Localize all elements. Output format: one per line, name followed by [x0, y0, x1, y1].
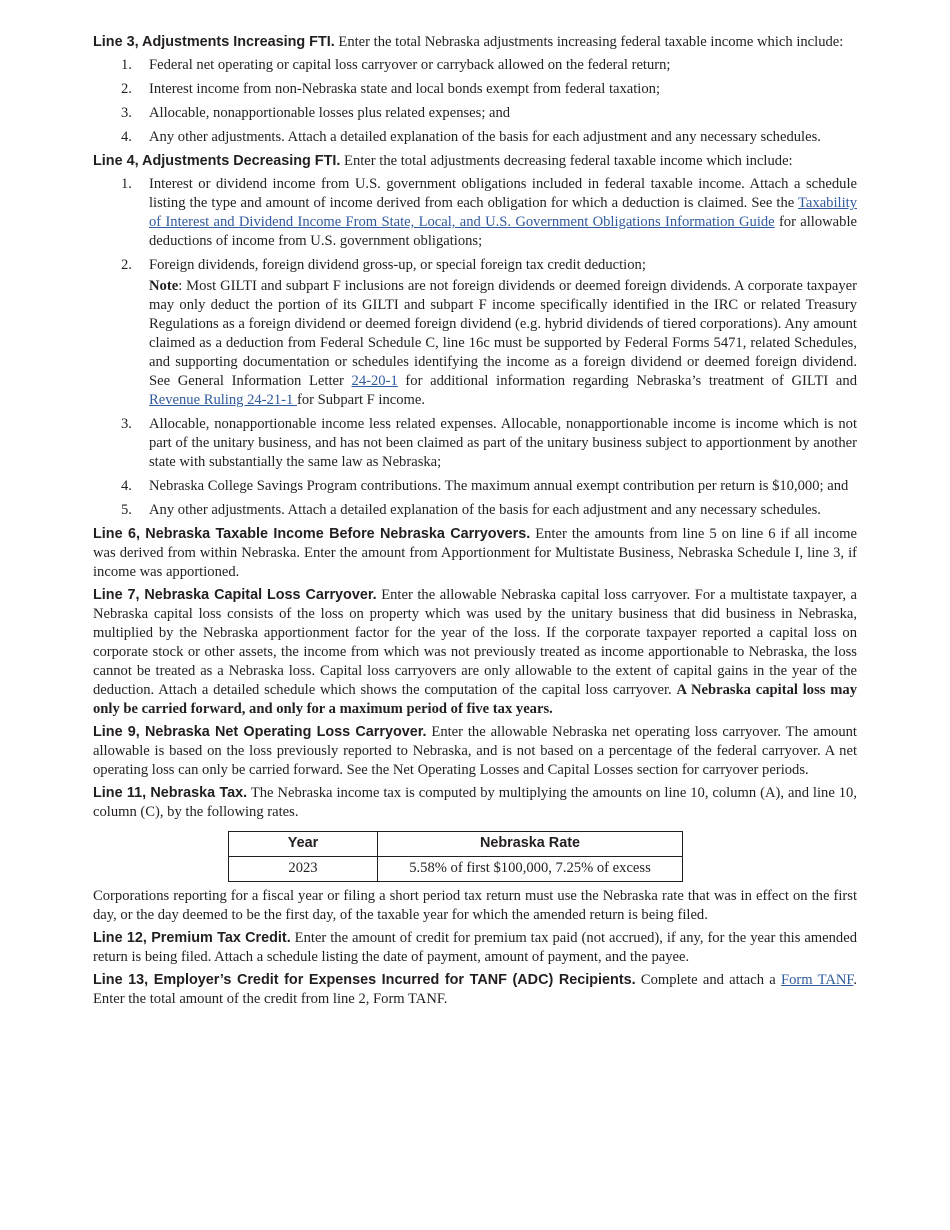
line3-list: [93, 56, 857, 147]
line11-heading: Line 11, Nebraska Tax.: [93, 785, 248, 801]
list-number: 3.: [121, 416, 132, 432]
line3-item-3: [93, 104, 857, 123]
line12-heading: Line 12, Premium Tax Credit.: [93, 930, 291, 946]
year-cell: 2023: [229, 857, 378, 882]
line13-section: [93, 971, 857, 1009]
list-item-text: Federal net operating or capital loss carryover or carryback allowed on the federal return;: [149, 57, 671, 73]
fiscal-year-paragraph: Corporations reporting for a fiscal year or filing a short period tax return must use the Nebraska rate that was in effect on the first day, or the day deemed to be the first day, of the taxable year for which the amended return is being filed.: [93, 888, 857, 923]
list-number: 4.: [121, 129, 132, 145]
line9-section: [93, 723, 857, 780]
line6-text: Enter the amounts from line 5 on line 6 if all income was derived from within Nebraska. Enter the amount from Apportionment for Multistate Business, Nebraska Schedule I, line 3, if income was apportioned.: [93, 526, 857, 580]
list-item-text: Any other adjustments. Attach a detailed explanation of the basis for each adjustment and any necessary schedules.: [149, 502, 821, 518]
line9-text: Enter the allowable Nebraska net operating loss carryover. The amount allowable is based on the loss previously reported to Nebraska, and is not based on a percentage of the federal carryover. A net operating loss can only be carried forward. See the Net Operating Losses and Capital Losses section for carryover periods.: [93, 724, 857, 778]
line4-heading: Line 4, Adjustments Decreasing FTI.: [93, 153, 341, 169]
list-item-text: for allowable deductions of income from U.S. government obligations;: [149, 214, 857, 249]
line4-item-4: [93, 477, 857, 496]
year-column-header: Year: [229, 832, 378, 857]
rate-cell: 5.58% of first $100,000, 7.25% of excess: [378, 857, 683, 882]
list-item-text: Foreign dividends, foreign dividend gross-up, or special foreign tax credit deduction;: [149, 257, 646, 273]
line3-intro: Enter the total Nebraska adjustments increasing federal taxable income which include:: [334, 34, 844, 50]
list-number: 5.: [121, 502, 132, 518]
line11-text: The Nebraska income tax is computed by multiplying the amounts on line 10, column (A), and line 10, column (C), by the following rates.: [93, 785, 857, 820]
line3-section: [93, 33, 857, 52]
gilti-note: [149, 277, 857, 410]
line12-section: [93, 929, 857, 967]
list-number: 1.: [121, 176, 132, 192]
line4-item-5: [93, 501, 857, 520]
line3-item-2: [93, 80, 857, 99]
list-number: 2.: [121, 81, 132, 97]
revenue-ruling-link[interactable]: Revenue Ruling 24-21-1: [149, 392, 297, 408]
taxability-guide-link[interactable]: Taxability of Interest and Dividend Income From State, Local, and U.S. Government Obligations Information Guide: [149, 195, 857, 230]
note-text: : Most GILTI and subpart F inclusions are not foreign dividends or deemed foreign dividends. A corporate taxpayer may only deduct the portion of its GILTI and subpart F income specifically identified in the IRC or related Treasury Regulations as a foreign dividend or deemed foreign dividend (e.g. hybrid dividends of tiered corporations). Any amount claimed as a deduction from Federal Schedule C, line 16c must be supported by Federal Forms 5471, related Schedules, and supporting documentation or schedules identifying the income as a foreign dividend or deemed foreign dividend. See General Information Letter: [149, 278, 857, 389]
line11-section: [93, 784, 857, 822]
line6-section: [93, 525, 857, 582]
line13-heading: Line 13, Employer’s Credit for Expenses Incurred for TANF (ADC) Recipients.: [93, 972, 636, 988]
line7-bold-text: A Nebraska capital loss may only be carried forward, and only for a maximum period of five tax years.: [93, 682, 857, 717]
line13-text: Complete and attach a: [635, 972, 781, 988]
line7-section: [93, 586, 857, 719]
note-text: for additional information regarding Nebraska’s treatment of GILTI and: [397, 373, 857, 389]
line3-item-4: [93, 128, 857, 147]
line4-list: [93, 175, 857, 520]
form-tanf-link[interactable]: Form TANF: [780, 972, 854, 988]
note-text: for Subpart F income.: [296, 392, 426, 408]
list-item-text: Allocable, nonapportionable income less related expenses. Allocable, nonapportionable income is income which is not part of the unitary business, and has not been claimed as part of the unitary business subject to apportionment by another state with substantially the same law as Nebraska;: [149, 416, 857, 470]
list-item-text: Interest income from non-Nebraska state and local bonds exempt from federal taxation;: [149, 81, 661, 97]
table-row: [229, 857, 683, 882]
line7-heading: Line 7, Nebraska Capital Loss Carryover.: [93, 587, 377, 603]
line6-heading: Line 6, Nebraska Taxable Income Before Nebraska Carryovers.: [93, 526, 531, 542]
info-letter-link[interactable]: 24-20-1: [351, 373, 398, 389]
list-item-text: Interest or dividend income from U.S. government obligations included in federal taxable income. Attach a schedule listing the type and amount of income derived from each obligation for which a deduction is claimed. See the: [149, 176, 857, 211]
list-number: 1.: [121, 57, 132, 73]
list-item-text: Nebraska College Savings Program contributions. The maximum annual exempt contribution per return is $10,000; and: [149, 478, 849, 494]
tax-rate-table: [228, 831, 683, 882]
list-item-text: Allocable, nonapportionable losses plus related expenses; and: [149, 105, 511, 121]
line4-intro: Enter the total adjustments decreasing federal taxable income which include:: [340, 153, 793, 169]
rate-column-header: Nebraska Rate: [378, 832, 683, 857]
line13-text: . Enter the total amount of the credit from line 2, Form TANF.: [93, 972, 858, 1007]
line9-heading: Line 9, Nebraska Net Operating Loss Carryover.: [93, 724, 427, 740]
line4-item-2: [93, 256, 857, 410]
line7-text: Enter the allowable Nebraska capital loss carryover. For a multistate taxpayer, a Nebraska capital loss consists of the loss on property which was used by the unitary business that did business in Nebraska, multiplied by the Nebraska apportionment factor for the year of the loss. If the corporate taxpayer reported a capital loss on corporate stock or other assets, the income from which was not previously treated as income apportionable to Nebraska, the loss cannot be treated as a Nebraska loss. Capital loss carryovers are only allowable to the extent of capital gains in the year of the deduction. Attach a detailed schedule which shows the computation of the capital loss carryover.: [93, 587, 857, 698]
line3-heading: Line 3, Adjustments Increasing FTI.: [93, 34, 335, 50]
list-number: 2.: [121, 257, 132, 273]
line4-section: [93, 152, 857, 171]
line4-item-3: [93, 415, 857, 472]
line4-item-1: [93, 175, 857, 251]
table-header-row: [229, 832, 683, 857]
list-number: 4.: [121, 478, 132, 494]
list-item-text: Any other adjustments. Attach a detailed explanation of the basis for each adjustment and any necessary schedules.: [149, 129, 821, 145]
list-number: 3.: [121, 105, 132, 121]
line12-text: Enter the amount of credit for premium tax paid (not accrued), if any, for the year this amended return is being filed. Attach a schedule listing the date of payment, amount of payment, and the payee.: [93, 930, 858, 965]
line3-item-1: [93, 56, 857, 75]
note-label: Note: [149, 278, 179, 294]
